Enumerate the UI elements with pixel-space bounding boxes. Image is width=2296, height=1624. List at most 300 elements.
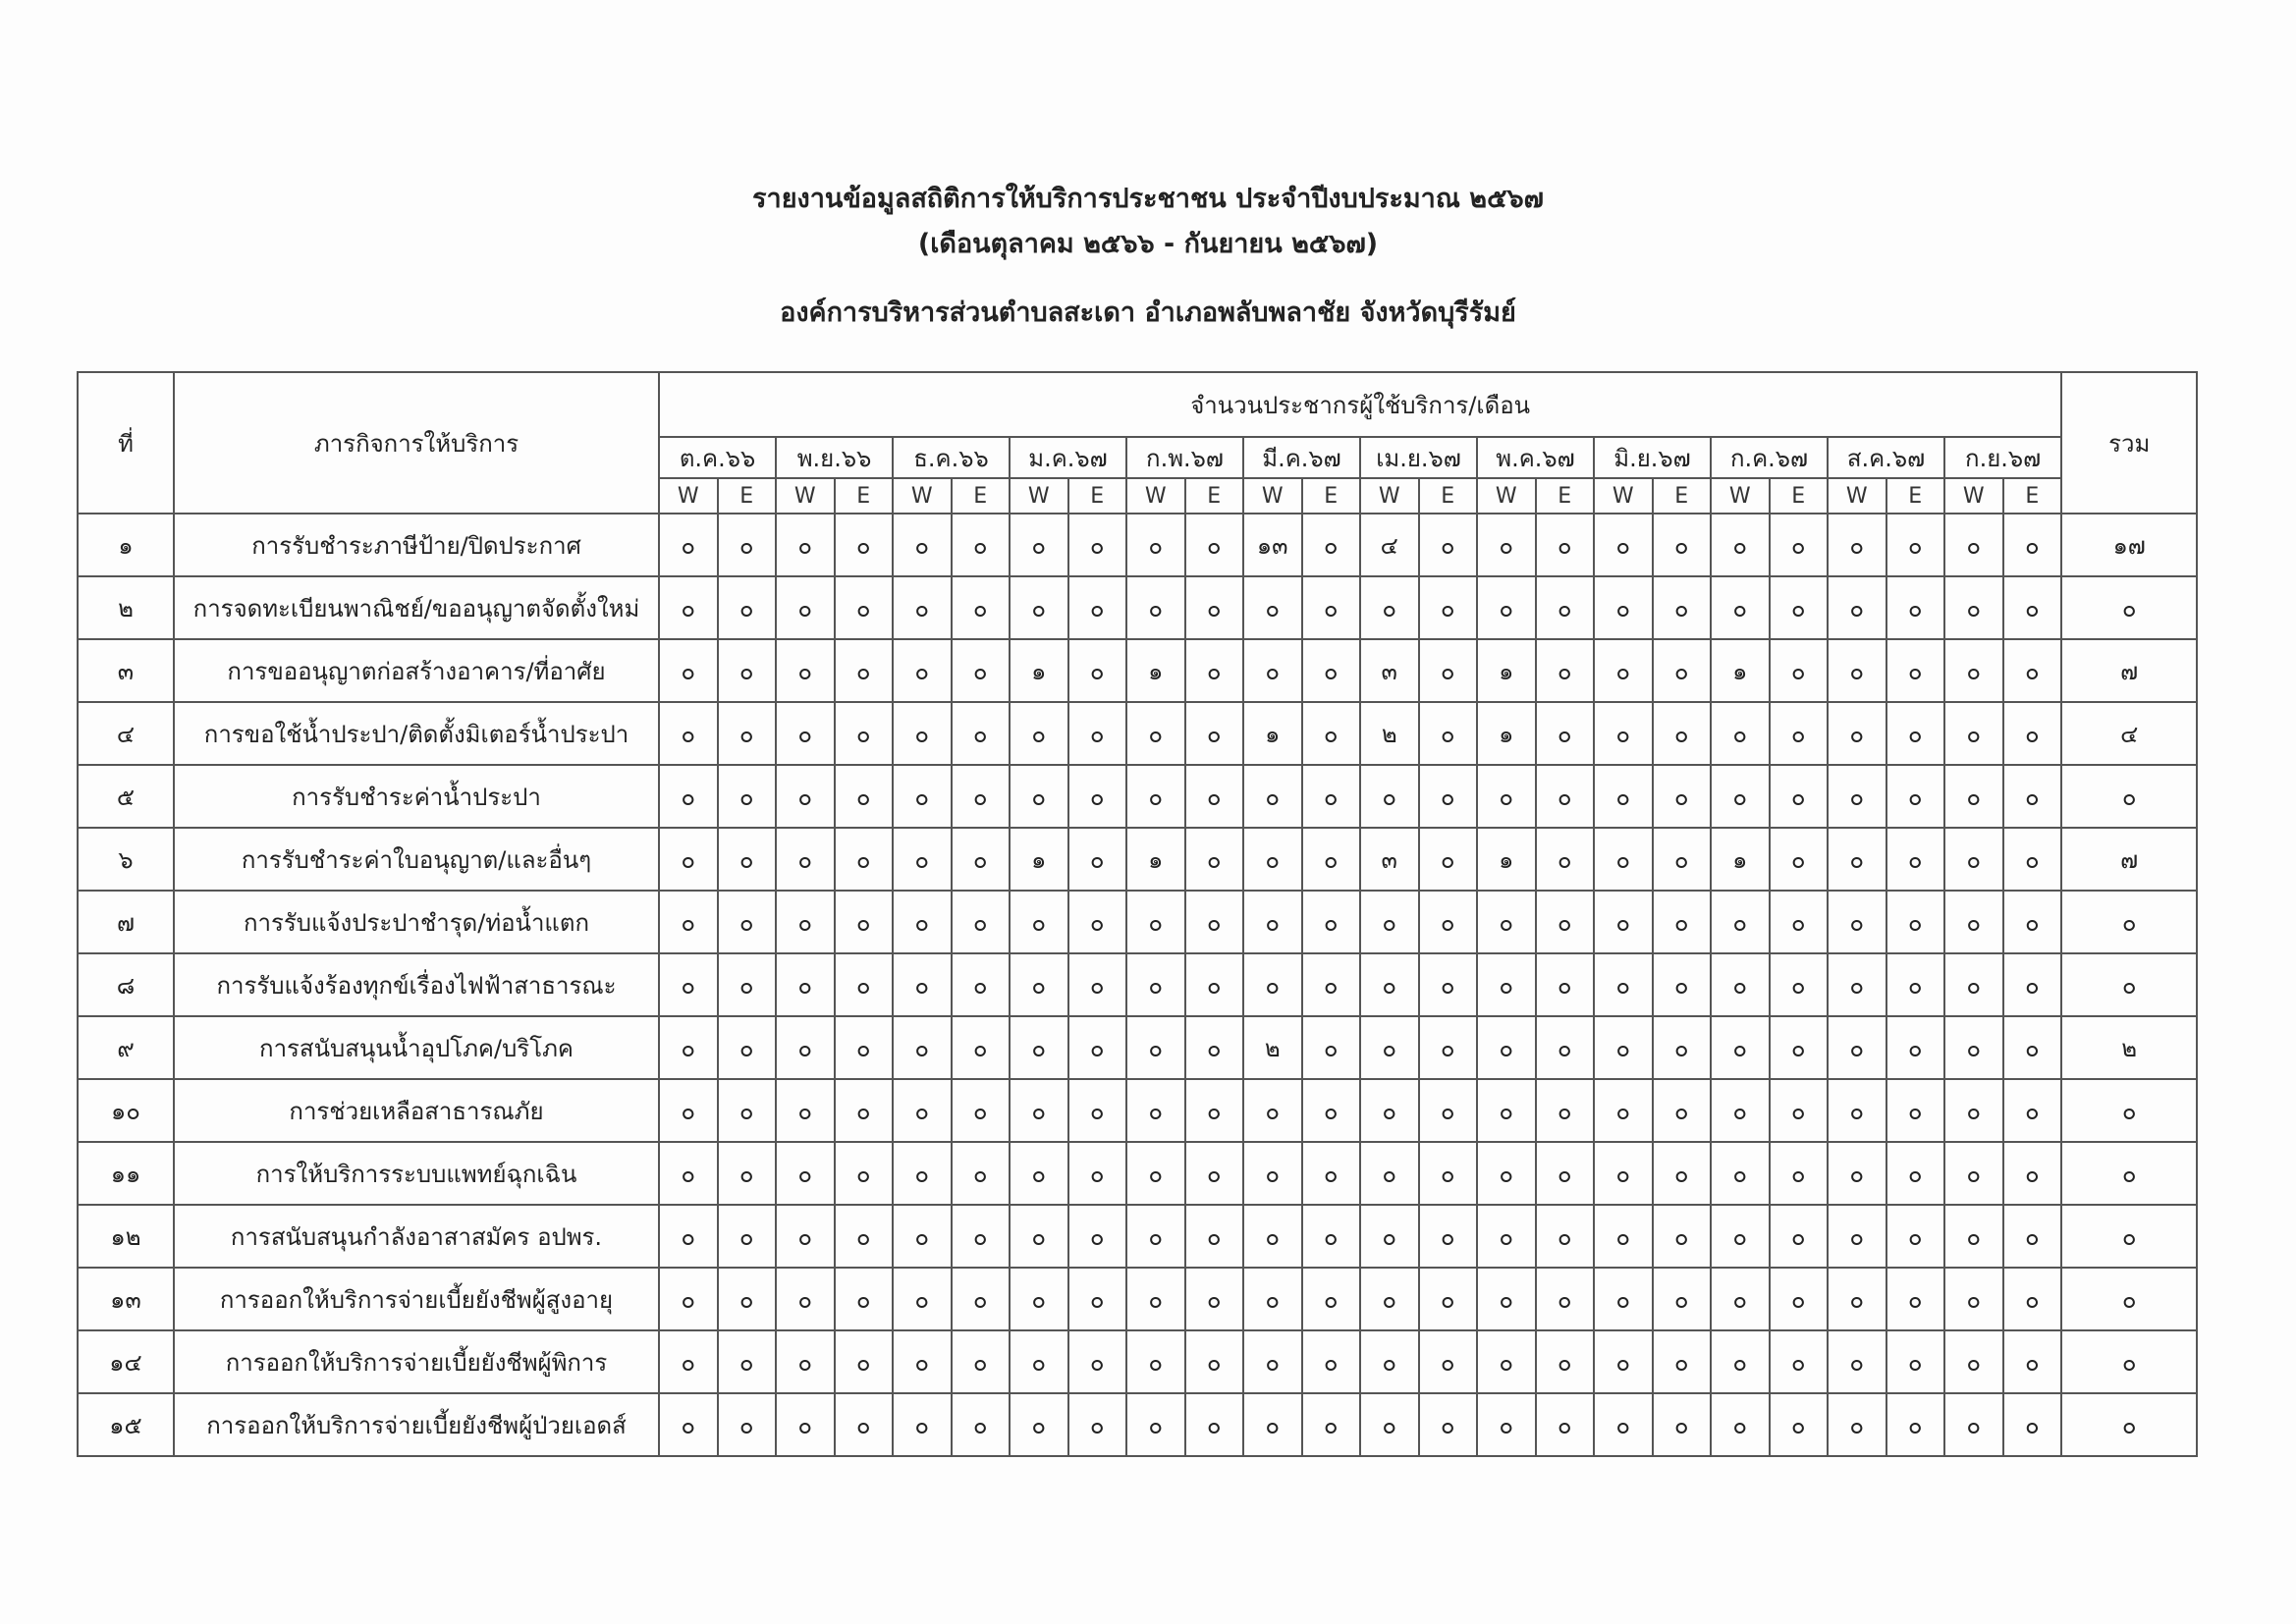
value-cell: ๐ xyxy=(1828,514,1886,576)
value-cell: ๐ xyxy=(835,514,894,576)
value-cell: ๐ xyxy=(893,765,952,828)
value-cell: ๐ xyxy=(1010,1330,1068,1393)
value-cell: ๐ xyxy=(1944,639,2003,702)
sub-header-w: W xyxy=(1477,478,1536,514)
value-cell: ๐ xyxy=(1419,1079,1478,1142)
value-cell: ๐ xyxy=(1477,1142,1536,1205)
sub-header-e: E xyxy=(1536,478,1595,514)
value-cell: ๐ xyxy=(1185,1079,1244,1142)
value-cell: ๐ xyxy=(835,1205,894,1268)
row-number: ๓ xyxy=(78,639,174,702)
value-cell: ๐ xyxy=(1886,1016,1945,1079)
value-cell: ๐ xyxy=(1126,514,1185,576)
value-cell: ๐ xyxy=(835,891,894,953)
value-cell: ๐ xyxy=(952,1142,1011,1205)
value-cell: ๐ xyxy=(718,953,777,1016)
value-cell: ๐ xyxy=(952,702,1011,765)
value-cell: ๐ xyxy=(1360,953,1419,1016)
value-cell: ๐ xyxy=(1653,514,1712,576)
value-cell: ๐ xyxy=(835,639,894,702)
value-cell: ๐ xyxy=(1886,1142,1945,1205)
value-cell: ๐ xyxy=(1185,1330,1244,1393)
value-cell: ๐ xyxy=(1653,1079,1712,1142)
value-cell: ๐ xyxy=(718,1393,777,1456)
row-total: ๐ xyxy=(2061,1142,2197,1205)
value-cell: ๐ xyxy=(718,1268,777,1330)
value-cell: ๐ xyxy=(1185,891,1244,953)
table-row xyxy=(78,702,2197,765)
service-statistics-table xyxy=(77,371,2198,1457)
sub-header-w: W xyxy=(659,478,718,514)
value-cell: ๐ xyxy=(1944,1205,2003,1268)
value-cell: ๐ xyxy=(1243,828,1302,891)
service-name: การสนับสนุนกำลังอาสาสมัคร อปพร. xyxy=(174,1205,659,1268)
value-cell: ๐ xyxy=(1068,1330,1127,1393)
value-cell: ๐ xyxy=(1068,1205,1127,1268)
value-cell: ๐ xyxy=(1010,514,1068,576)
month-header: เม.ย.๖๗ xyxy=(1360,437,1477,478)
value-cell: ๐ xyxy=(1419,1330,1478,1393)
value-cell: ๐ xyxy=(1536,1205,1595,1268)
value-cell: ๐ xyxy=(1594,1079,1653,1142)
value-cell: ๑๓ xyxy=(1243,514,1302,576)
value-cell: ๐ xyxy=(1068,702,1127,765)
value-cell: ๐ xyxy=(1536,576,1595,639)
value-cell: ๑ xyxy=(1126,639,1185,702)
value-cell: ๐ xyxy=(1653,702,1712,765)
value-cell: ๐ xyxy=(1010,1393,1068,1456)
value-cell: ๐ xyxy=(776,514,835,576)
service-name: การขออนุญาตก่อสร้างอาคาร/ที่อาศัย xyxy=(174,639,659,702)
value-cell: ๐ xyxy=(1944,765,2003,828)
service-name: การช่วยเหลือสาธารณภัย xyxy=(174,1079,659,1142)
value-cell: ๐ xyxy=(1770,1393,1829,1456)
value-cell: ๐ xyxy=(1360,765,1419,828)
value-cell: ๐ xyxy=(718,639,777,702)
value-cell: ๐ xyxy=(1243,953,1302,1016)
value-cell: ๐ xyxy=(1360,576,1419,639)
value-cell: ๐ xyxy=(659,576,718,639)
value-cell: ๐ xyxy=(1536,702,1595,765)
value-cell: ๐ xyxy=(1828,702,1886,765)
value-cell: ๐ xyxy=(659,1205,718,1268)
service-name: การออกให้บริการจ่ายเบี้ยยังชีพผู้พิการ xyxy=(174,1330,659,1393)
value-cell: ๐ xyxy=(1536,1016,1595,1079)
value-cell: ๐ xyxy=(1126,1268,1185,1330)
value-cell: ๐ xyxy=(952,514,1011,576)
col-header-no: ที่ xyxy=(78,372,174,514)
col-header-total: รวม xyxy=(2061,372,2197,514)
value-cell: ๐ xyxy=(718,1330,777,1393)
value-cell: ๐ xyxy=(1010,1016,1068,1079)
service-name: การจดทะเบียนพาณิชย์/ขออนุญาตจัดตั้งใหม่ xyxy=(174,576,659,639)
value-cell: ๐ xyxy=(1711,1142,1770,1205)
row-number: ๖ xyxy=(78,828,174,891)
value-cell: ๐ xyxy=(1419,1393,1478,1456)
row-number: ๙ xyxy=(78,1016,174,1079)
value-cell: ๐ xyxy=(1360,1268,1419,1330)
value-cell: ๐ xyxy=(1477,765,1536,828)
row-total: ๐ xyxy=(2061,1330,2197,1393)
value-cell: ๐ xyxy=(1068,514,1127,576)
value-cell: ๐ xyxy=(952,891,1011,953)
value-cell: ๐ xyxy=(1653,1142,1712,1205)
value-cell: ๐ xyxy=(1711,576,1770,639)
value-cell: ๐ xyxy=(718,891,777,953)
row-total: ๔ xyxy=(2061,702,2197,765)
value-cell: ๐ xyxy=(1243,891,1302,953)
sub-header-e: E xyxy=(718,478,777,514)
value-cell: ๐ xyxy=(1711,953,1770,1016)
month-header: มี.ค.๖๗ xyxy=(1243,437,1360,478)
value-cell: ๐ xyxy=(1185,1393,1244,1456)
value-cell: ๑ xyxy=(1711,639,1770,702)
value-cell: ๑ xyxy=(1477,639,1536,702)
value-cell: ๐ xyxy=(1828,1205,1886,1268)
value-cell: ๐ xyxy=(1653,1016,1712,1079)
value-cell: ๐ xyxy=(1828,639,1886,702)
value-cell: ๐ xyxy=(1944,514,2003,576)
sub-header-e: E xyxy=(1886,478,1945,514)
value-cell: ๐ xyxy=(2003,953,2062,1016)
value-cell: ๐ xyxy=(1185,514,1244,576)
value-cell: ๐ xyxy=(1419,828,1478,891)
value-cell: ๐ xyxy=(1536,765,1595,828)
value-cell: ๐ xyxy=(1886,1330,1945,1393)
value-cell: ๐ xyxy=(893,1330,952,1393)
col-header-service: ภารกิจการให้บริการ xyxy=(174,372,659,514)
value-cell: ๐ xyxy=(659,891,718,953)
value-cell: ๐ xyxy=(1126,765,1185,828)
value-cell: ๐ xyxy=(1010,702,1068,765)
value-cell: ๐ xyxy=(1944,576,2003,639)
report-period: (เดือนตุลาคม ๒๕๖๖ - กันยายน ๒๕๖๗) xyxy=(917,229,1379,259)
organization-name: องค์การบริหารส่วนตำบลสะเดา อำเภอพลับพลาชัย จังหวัดบุรีรัมย์ xyxy=(780,298,1516,328)
value-cell: ๐ xyxy=(1536,953,1595,1016)
value-cell: ๐ xyxy=(2003,576,2062,639)
value-cell: ๐ xyxy=(1010,1205,1068,1268)
value-cell: ๐ xyxy=(659,702,718,765)
value-cell: ๐ xyxy=(1477,514,1536,576)
value-cell: ๐ xyxy=(1711,765,1770,828)
table-row xyxy=(78,1016,2197,1079)
col-header-monthly-users: จำนวนประชากรผู้ใช้บริการ/เดือน xyxy=(659,372,2061,437)
value-cell: ๐ xyxy=(1886,765,1945,828)
value-cell: ๐ xyxy=(1477,1079,1536,1142)
value-cell: ๐ xyxy=(1944,1016,2003,1079)
sub-header-e: E xyxy=(1419,478,1478,514)
value-cell: ๐ xyxy=(1302,1330,1361,1393)
month-header: ธ.ค.๖๖ xyxy=(893,437,1010,478)
value-cell: ๐ xyxy=(1302,953,1361,1016)
value-cell: ๐ xyxy=(1711,1079,1770,1142)
value-cell: ๐ xyxy=(1302,1205,1361,1268)
value-cell: ๐ xyxy=(1010,953,1068,1016)
value-cell: ๐ xyxy=(1185,828,1244,891)
value-cell: ๐ xyxy=(1126,953,1185,1016)
value-cell: ๐ xyxy=(1653,828,1712,891)
value-cell: ๑ xyxy=(1711,828,1770,891)
value-cell: ๐ xyxy=(1886,1079,1945,1142)
value-cell: ๐ xyxy=(835,1393,894,1456)
value-cell: ๐ xyxy=(1944,702,2003,765)
value-cell: ๐ xyxy=(952,1205,1011,1268)
value-cell: ๐ xyxy=(1360,1016,1419,1079)
value-cell: ๐ xyxy=(1653,576,1712,639)
value-cell: ๐ xyxy=(1477,576,1536,639)
value-cell: ๐ xyxy=(776,891,835,953)
value-cell: ๐ xyxy=(1360,1142,1419,1205)
value-cell: ๐ xyxy=(952,953,1011,1016)
value-cell: ๐ xyxy=(776,828,835,891)
row-number: ๑๔ xyxy=(78,1330,174,1393)
service-name: การสนับสนุนน้ำอุปโภค/บริโภค xyxy=(174,1016,659,1079)
value-cell: ๐ xyxy=(1886,953,1945,1016)
row-total: ๒ xyxy=(2061,1016,2197,1079)
value-cell: ๐ xyxy=(659,828,718,891)
value-cell: ๐ xyxy=(893,1268,952,1330)
value-cell: ๐ xyxy=(1770,576,1829,639)
value-cell: ๐ xyxy=(1828,1330,1886,1393)
value-cell: ๐ xyxy=(952,1016,1011,1079)
sub-header-w: W xyxy=(1243,478,1302,514)
value-cell: ๐ xyxy=(1944,1079,2003,1142)
value-cell: ๐ xyxy=(1302,1079,1361,1142)
value-cell: ๐ xyxy=(2003,1393,2062,1456)
value-cell: ๐ xyxy=(1360,1079,1419,1142)
value-cell: ๐ xyxy=(952,1268,1011,1330)
value-cell: ๐ xyxy=(835,1268,894,1330)
value-cell: ๐ xyxy=(893,891,952,953)
sub-header-e: E xyxy=(835,478,894,514)
value-cell: ๐ xyxy=(1886,576,1945,639)
value-cell: ๒ xyxy=(1360,702,1419,765)
table-row xyxy=(78,1268,2197,1330)
value-cell: ๐ xyxy=(1419,1205,1478,1268)
value-cell: ๐ xyxy=(1828,953,1886,1016)
row-total: ๐ xyxy=(2061,953,2197,1016)
value-cell: ๐ xyxy=(1536,828,1595,891)
value-cell: ๐ xyxy=(2003,828,2062,891)
value-cell: ๐ xyxy=(1944,1330,2003,1393)
value-cell: ๐ xyxy=(776,1330,835,1393)
value-cell: ๐ xyxy=(1653,1393,1712,1456)
value-cell: ๐ xyxy=(1126,1393,1185,1456)
value-cell: ๐ xyxy=(1302,828,1361,891)
value-cell: ๐ xyxy=(1068,576,1127,639)
value-cell: ๐ xyxy=(718,1205,777,1268)
value-cell: ๐ xyxy=(1126,576,1185,639)
value-cell: ๐ xyxy=(776,1079,835,1142)
value-cell: ๐ xyxy=(1828,828,1886,891)
service-name: การรับชำระค่าน้ำประปา xyxy=(174,765,659,828)
value-cell: ๐ xyxy=(1068,765,1127,828)
value-cell: ๐ xyxy=(1536,514,1595,576)
value-cell: ๑ xyxy=(1477,702,1536,765)
value-cell: ๐ xyxy=(1653,639,1712,702)
value-cell: ๐ xyxy=(1360,1205,1419,1268)
value-cell: ๐ xyxy=(1185,1142,1244,1205)
value-cell: ๐ xyxy=(1711,1016,1770,1079)
sub-header-e: E xyxy=(1770,478,1829,514)
value-cell: ๐ xyxy=(835,576,894,639)
value-cell: ๐ xyxy=(1886,1205,1945,1268)
value-cell: ๐ xyxy=(1243,1393,1302,1456)
value-cell: ๐ xyxy=(1419,765,1478,828)
value-cell: ๐ xyxy=(776,639,835,702)
value-cell: ๐ xyxy=(1477,1205,1536,1268)
value-cell: ๐ xyxy=(2003,1330,2062,1393)
value-cell: ๐ xyxy=(1594,765,1653,828)
value-cell: ๐ xyxy=(1068,953,1127,1016)
value-cell: ๐ xyxy=(1944,828,2003,891)
row-total: ๐ xyxy=(2061,1268,2197,1330)
value-cell: ๐ xyxy=(659,1016,718,1079)
value-cell: ๐ xyxy=(1770,639,1829,702)
value-cell: ๐ xyxy=(1828,1393,1886,1456)
value-cell: ๐ xyxy=(718,514,777,576)
value-cell: ๐ xyxy=(1828,891,1886,953)
value-cell: ๐ xyxy=(2003,891,2062,953)
value-cell: ๐ xyxy=(1360,891,1419,953)
value-cell: ๑ xyxy=(1477,828,1536,891)
value-cell: ๐ xyxy=(1419,702,1478,765)
table-row xyxy=(78,576,2197,639)
value-cell: ๐ xyxy=(1126,1079,1185,1142)
value-cell: ๐ xyxy=(1185,1016,1244,1079)
table-row xyxy=(78,514,2197,576)
value-cell: ๐ xyxy=(1068,1016,1127,1079)
value-cell: ๐ xyxy=(952,1393,1011,1456)
value-cell: ๐ xyxy=(776,953,835,1016)
sub-header-e: E xyxy=(1302,478,1361,514)
value-cell: ๐ xyxy=(2003,1205,2062,1268)
value-cell: ๐ xyxy=(1828,1079,1886,1142)
value-cell: ๐ xyxy=(893,639,952,702)
value-cell: ๐ xyxy=(718,702,777,765)
value-cell: ๐ xyxy=(659,639,718,702)
service-name: การออกให้บริการจ่ายเบี้ยยังชีพผู้ป่วยเอดส์ xyxy=(174,1393,659,1456)
value-cell: ๐ xyxy=(1068,1142,1127,1205)
value-cell: ๐ xyxy=(776,1016,835,1079)
value-cell: ๐ xyxy=(1828,1142,1886,1205)
table-row xyxy=(78,639,2197,702)
value-cell: ๑ xyxy=(1126,828,1185,891)
value-cell: ๐ xyxy=(952,639,1011,702)
value-cell: ๐ xyxy=(1126,1205,1185,1268)
value-cell: ๐ xyxy=(2003,1268,2062,1330)
service-name: การออกให้บริการจ่ายเบี้ยยังชีพผู้สูงอายุ xyxy=(174,1268,659,1330)
sub-header-w: W xyxy=(893,478,952,514)
value-cell: ๐ xyxy=(1068,1393,1127,1456)
value-cell: ๐ xyxy=(659,1268,718,1330)
value-cell: ๐ xyxy=(1068,639,1127,702)
value-cell: ๐ xyxy=(1886,828,1945,891)
value-cell: ๐ xyxy=(1419,514,1478,576)
value-cell: ๐ xyxy=(1886,514,1945,576)
value-cell: ๐ xyxy=(1711,514,1770,576)
sub-header-w: W xyxy=(776,478,835,514)
value-cell: ๐ xyxy=(1536,1079,1595,1142)
value-cell: ๐ xyxy=(1828,1016,1886,1079)
value-cell: ๐ xyxy=(1477,1016,1536,1079)
table-row xyxy=(78,1393,2197,1456)
value-cell: ๐ xyxy=(1594,828,1653,891)
value-cell: ๐ xyxy=(659,1393,718,1456)
value-cell: ๐ xyxy=(1010,1268,1068,1330)
value-cell: ๐ xyxy=(1536,1330,1595,1393)
value-cell: ๐ xyxy=(1302,639,1361,702)
value-cell: ๐ xyxy=(1594,639,1653,702)
value-cell: ๐ xyxy=(1711,1205,1770,1268)
row-number: ๑๐ xyxy=(78,1079,174,1142)
value-cell: ๐ xyxy=(1594,1393,1653,1456)
value-cell: ๐ xyxy=(1828,765,1886,828)
row-total: ๗ xyxy=(2061,639,2197,702)
value-cell: ๐ xyxy=(1419,891,1478,953)
value-cell: ๐ xyxy=(776,1205,835,1268)
value-cell: ๐ xyxy=(718,828,777,891)
value-cell: ๐ xyxy=(1944,1142,2003,1205)
value-cell: ๐ xyxy=(835,765,894,828)
row-total: ๑๗ xyxy=(2061,514,2197,576)
value-cell: ๐ xyxy=(776,702,835,765)
value-cell: ๐ xyxy=(893,514,952,576)
value-cell: ๐ xyxy=(1594,576,1653,639)
table-row xyxy=(78,1079,2197,1142)
value-cell: ๓ xyxy=(1360,828,1419,891)
value-cell: ๐ xyxy=(893,1142,952,1205)
value-cell: ๐ xyxy=(1185,1205,1244,1268)
value-cell: ๐ xyxy=(2003,639,2062,702)
value-cell: ๐ xyxy=(1594,1330,1653,1393)
value-cell: ๐ xyxy=(1711,1330,1770,1393)
value-cell: ๐ xyxy=(1185,702,1244,765)
value-cell: ๐ xyxy=(1536,1393,1595,1456)
month-header: พ.ย.๖๖ xyxy=(776,437,893,478)
sub-header-e: E xyxy=(1185,478,1244,514)
value-cell: ๐ xyxy=(1302,702,1361,765)
value-cell: ๐ xyxy=(1828,1268,1886,1330)
row-number: ๑๓ xyxy=(78,1268,174,1330)
month-header: ก.ค.๖๗ xyxy=(1711,437,1828,478)
value-cell: ๐ xyxy=(835,828,894,891)
value-cell: ๐ xyxy=(1944,891,2003,953)
value-cell: ๐ xyxy=(1477,1268,1536,1330)
value-cell: ๐ xyxy=(1302,576,1361,639)
service-name: การขอใช้น้ำประปา/ติดตั้งมิเตอร์น้ำประปา xyxy=(174,702,659,765)
value-cell: ๐ xyxy=(1302,1142,1361,1205)
row-total: ๐ xyxy=(2061,1393,2197,1456)
sub-header-w: W xyxy=(1828,478,1886,514)
value-cell: ๐ xyxy=(1419,953,1478,1016)
value-cell: ๐ xyxy=(1243,1330,1302,1393)
value-cell: ๐ xyxy=(1126,891,1185,953)
value-cell: ๐ xyxy=(1711,1393,1770,1456)
value-cell: ๐ xyxy=(1243,1079,1302,1142)
value-cell: ๓ xyxy=(1360,639,1419,702)
value-cell: ๐ xyxy=(718,1142,777,1205)
value-cell: ๐ xyxy=(1770,1142,1829,1205)
value-cell: ๐ xyxy=(659,765,718,828)
sub-header-w: W xyxy=(1594,478,1653,514)
value-cell: ๐ xyxy=(1653,1330,1712,1393)
value-cell: ๐ xyxy=(1770,891,1829,953)
value-cell: ๐ xyxy=(1770,1079,1829,1142)
value-cell: ๐ xyxy=(835,1079,894,1142)
value-cell: ๐ xyxy=(1419,576,1478,639)
value-cell: ๐ xyxy=(835,953,894,1016)
